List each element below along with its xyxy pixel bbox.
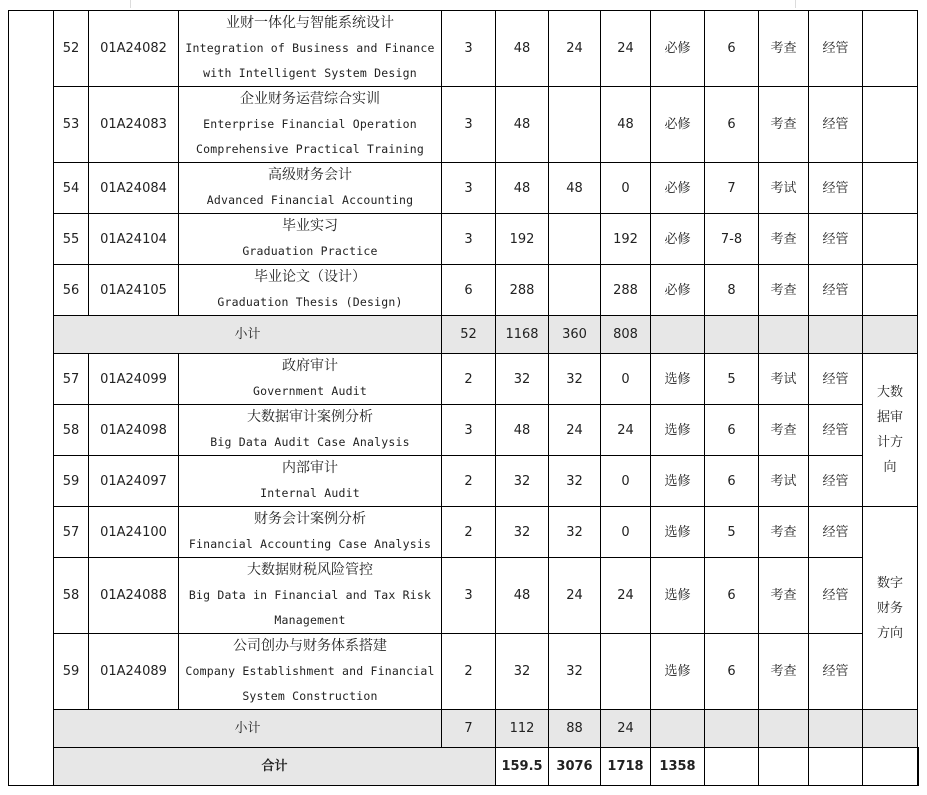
subtotal-row	[9, 316, 919, 354]
course-name-zh: 高级财务会计	[268, 167, 352, 183]
remark-cell	[863, 11, 918, 87]
subtotal-empty-cell	[809, 710, 863, 748]
term-cell: 5	[705, 507, 759, 558]
subtotal-empty-cell	[759, 710, 809, 748]
remark-cell	[863, 265, 918, 316]
direction-label-line: 据审	[876, 410, 903, 425]
credit-cell: 3	[442, 558, 496, 634]
course-row	[9, 265, 919, 316]
subtotal-practice: 808	[601, 316, 651, 354]
subtotal-empty-cell	[651, 710, 705, 748]
credit-cell: 3	[442, 163, 496, 214]
total-hours-cell: 48	[496, 87, 549, 163]
course-number-cell: 59	[54, 634, 89, 710]
credit-cell: 2	[442, 354, 496, 405]
term-cell: 6	[705, 558, 759, 634]
department-cell: 经管	[809, 456, 863, 507]
total-hours-cell: 48	[496, 163, 549, 214]
course-number-cell: 54	[54, 163, 89, 214]
credit-cell: 2	[442, 507, 496, 558]
subtotal-practice: 24	[601, 710, 651, 748]
department-cell: 经管	[809, 634, 863, 710]
subtotal-hours: 1168	[496, 316, 549, 354]
grand-total-theory: 1718	[601, 748, 651, 786]
direction-label-line: 大数	[876, 385, 903, 400]
subtotal-empty-cell	[651, 316, 705, 354]
course-name-zh: 财务会计案例分析	[254, 511, 366, 527]
practice-hours-cell: 48	[601, 87, 651, 163]
department-cell: 经管	[809, 507, 863, 558]
course-name-zh: 毕业实习	[282, 218, 338, 234]
term-cell: 6	[705, 11, 759, 87]
course-name-en: Government Audit	[253, 384, 367, 398]
curriculum-table	[8, 10, 919, 786]
practice-hours-cell: 0	[601, 507, 651, 558]
total-hours-cell: 32	[496, 507, 549, 558]
term-cell: 5	[705, 354, 759, 405]
assessment-cell: 考试	[759, 456, 809, 507]
course-name-en: Integration of Business and Finance	[185, 41, 435, 55]
theory-hours-cell: 32	[549, 507, 601, 558]
course-code-cell: 01A24105	[89, 265, 179, 316]
term-cell: 6	[705, 87, 759, 163]
course-row	[9, 354, 919, 405]
course-name-cell	[179, 456, 442, 507]
course-row	[9, 163, 919, 214]
theory-hours-cell: 24	[549, 405, 601, 456]
theory-hours-cell: 24	[549, 11, 601, 87]
course-type-cell: 选修	[651, 634, 705, 710]
grand-total-empty-cell	[759, 748, 809, 786]
grand-total-empty-cell	[705, 748, 759, 786]
course-code-cell: 01A24089	[89, 634, 179, 710]
course-name-en: Big Data Audit Case Analysis	[210, 435, 410, 449]
practice-hours-cell: 0	[601, 456, 651, 507]
course-name-zh: 公司创办与财务体系搭建	[233, 638, 387, 654]
course-name-zh: 大数据财税风险管控	[247, 562, 373, 578]
course-code-cell: 01A24083	[89, 87, 179, 163]
course-name-en: Internal Audit	[260, 486, 360, 500]
credit-cell: 3	[442, 11, 496, 87]
department-cell: 经管	[809, 265, 863, 316]
course-name-en: System Construction	[242, 689, 378, 703]
practice-hours-cell: 192	[601, 214, 651, 265]
direction-label-line: 方向	[876, 625, 903, 641]
credit-cell: 2	[442, 634, 496, 710]
subtotal-empty-cell	[809, 316, 863, 354]
assessment-cell: 考试	[759, 163, 809, 214]
course-number-cell: 57	[54, 507, 89, 558]
assessment-cell: 考查	[759, 214, 809, 265]
assessment-cell: 考查	[759, 11, 809, 87]
grand-total-empty-cell	[918, 748, 919, 786]
course-name-en: Management	[274, 613, 346, 627]
course-name-cell	[179, 11, 442, 87]
subtotal-credit: 52	[442, 316, 496, 354]
grand-total-empty-cell	[809, 748, 863, 786]
department-cell: 经管	[809, 11, 863, 87]
course-name-cell	[179, 163, 442, 214]
practice-hours-cell: 24	[601, 11, 651, 87]
course-number-cell: 52	[54, 11, 89, 87]
subtotal-credit: 7	[442, 710, 496, 748]
assessment-cell: 考查	[759, 558, 809, 634]
course-code-cell: 01A24098	[89, 405, 179, 456]
course-name-en: Graduation Thesis (Design)	[217, 295, 403, 309]
course-number-cell: 59	[54, 456, 89, 507]
department-cell: 经管	[809, 405, 863, 456]
practice-hours-cell: 288	[601, 265, 651, 316]
total-hours-cell: 48	[496, 558, 549, 634]
course-name-cell	[179, 354, 442, 405]
subtotal-empty-cell	[705, 316, 759, 354]
subtotal-theory: 360	[549, 316, 601, 354]
course-code-cell: 01A24100	[89, 507, 179, 558]
course-row	[9, 634, 919, 710]
direction-label-cell	[863, 354, 918, 507]
course-name-en: Comprehensive Practical Training	[196, 142, 424, 156]
course-type-cell: 选修	[651, 456, 705, 507]
term-cell: 6	[705, 405, 759, 456]
course-name-en: Big Data in Financial and Tax Risk	[188, 588, 432, 602]
term-cell: 7	[705, 163, 759, 214]
assessment-cell: 考查	[759, 87, 809, 163]
practice-hours-cell: 24	[601, 405, 651, 456]
course-type-cell: 选修	[651, 354, 705, 405]
course-row	[9, 214, 919, 265]
theory-hours-cell: 24	[549, 558, 601, 634]
grand-total-row	[9, 748, 919, 786]
course-name-cell	[179, 634, 442, 710]
department-cell: 经管	[809, 558, 863, 634]
theory-hours-cell: 32	[549, 456, 601, 507]
course-number-cell: 53	[54, 87, 89, 163]
course-name-en: with Intelligent System Design	[203, 66, 417, 80]
grand-total-credit: 159.5	[496, 748, 549, 786]
direction-label-cell	[863, 507, 918, 710]
department-cell: 经管	[809, 87, 863, 163]
course-name-en: Enterprise Financial Operation	[203, 117, 417, 131]
remark-cell	[863, 214, 918, 265]
total-hours-cell: 32	[496, 354, 549, 405]
credit-cell: 3	[442, 214, 496, 265]
term-cell: 8	[705, 265, 759, 316]
total-hours-cell: 192	[496, 214, 549, 265]
course-code-cell: 01A24084	[89, 163, 179, 214]
course-name-cell	[179, 405, 442, 456]
direction-label-line: 向	[883, 460, 897, 475]
theory-hours-cell	[549, 265, 601, 316]
practice-hours-cell	[601, 634, 651, 710]
total-hours-cell: 32	[496, 456, 549, 507]
course-row	[9, 87, 919, 163]
practice-hours-cell: 24	[601, 558, 651, 634]
remark-cell	[863, 163, 918, 214]
assessment-cell: 考查	[759, 634, 809, 710]
department-cell: 经管	[809, 354, 863, 405]
course-name-zh: 大数据审计案例分析	[247, 409, 373, 425]
course-type-cell: 必修	[651, 11, 705, 87]
theory-hours-cell: 32	[549, 354, 601, 405]
total-hours-cell: 48	[496, 11, 549, 87]
course-code-cell: 01A24097	[89, 456, 179, 507]
course-row	[9, 507, 919, 558]
theory-hours-cell	[549, 214, 601, 265]
term-cell: 6	[705, 634, 759, 710]
course-type-cell: 必修	[651, 214, 705, 265]
theory-hours-cell: 48	[549, 163, 601, 214]
subtotal-theory: 88	[549, 710, 601, 748]
grand-total-label: 合计	[54, 748, 496, 786]
direction-label-line: 数字	[876, 575, 903, 591]
course-name-cell	[179, 265, 442, 316]
course-type-cell: 选修	[651, 405, 705, 456]
course-row	[9, 11, 919, 87]
course-name-cell	[179, 507, 442, 558]
course-type-cell: 选修	[651, 507, 705, 558]
grand-total-hours: 3076	[549, 748, 601, 786]
course-name-en: Advanced Financial Accounting	[206, 193, 414, 207]
credit-cell: 6	[442, 265, 496, 316]
course-type-cell: 必修	[651, 163, 705, 214]
course-row	[9, 456, 919, 507]
subtotal-row	[9, 710, 919, 748]
course-number-cell: 58	[54, 558, 89, 634]
category-blank-cell	[9, 11, 54, 786]
term-cell: 7-8	[705, 214, 759, 265]
subtotal-label: 小计	[54, 710, 442, 748]
course-name-cell	[179, 214, 442, 265]
course-name-cell	[179, 87, 442, 163]
course-name-en: Company Establishment and Financial	[185, 664, 435, 678]
course-code-cell: 01A24104	[89, 214, 179, 265]
subtotal-empty-cell	[759, 316, 809, 354]
course-name-zh: 政府审计	[282, 358, 338, 374]
remark-cell	[863, 87, 918, 163]
course-number-cell: 55	[54, 214, 89, 265]
course-name-zh: 企业财务运营综合实训	[240, 91, 380, 107]
assessment-cell: 考查	[759, 265, 809, 316]
course-name-en: Graduation Practice	[242, 244, 378, 258]
subtotal-empty-cell	[863, 316, 918, 354]
subtotal-empty-cell	[863, 710, 918, 748]
grand-total-empty-cell	[863, 748, 918, 786]
subtotal-empty-cell	[705, 710, 759, 748]
total-hours-cell: 32	[496, 634, 549, 710]
course-code-cell: 01A24082	[89, 11, 179, 87]
credit-cell: 3	[442, 87, 496, 163]
total-hours-cell: 288	[496, 265, 549, 316]
subtotal-hours: 112	[496, 710, 549, 748]
assessment-cell: 考查	[759, 405, 809, 456]
course-type-cell: 必修	[651, 87, 705, 163]
direction-label-line: 财务	[876, 600, 903, 616]
course-name-cell	[179, 558, 442, 634]
course-row	[9, 405, 919, 456]
course-name-en: Financial Accounting Case Analysis	[188, 537, 432, 551]
course-number-cell: 57	[54, 354, 89, 405]
credit-cell: 2	[442, 456, 496, 507]
course-row	[9, 558, 919, 634]
theory-hours-cell: 32	[549, 634, 601, 710]
course-name-zh: 毕业论文（设计）	[254, 269, 366, 285]
course-number-cell: 56	[54, 265, 89, 316]
practice-hours-cell: 0	[601, 354, 651, 405]
assessment-cell: 考试	[759, 354, 809, 405]
total-hours-cell: 48	[496, 405, 549, 456]
course-code-cell: 01A24099	[89, 354, 179, 405]
course-type-cell: 必修	[651, 265, 705, 316]
course-number-cell: 58	[54, 405, 89, 456]
subtotal-label: 小计	[54, 316, 442, 354]
course-name-zh: 业财一体化与智能系统设计	[226, 15, 394, 31]
credit-cell: 3	[442, 405, 496, 456]
course-code-cell: 01A24088	[89, 558, 179, 634]
assessment-cell: 考查	[759, 507, 809, 558]
direction-label-line: 计方	[876, 435, 903, 450]
department-cell: 经管	[809, 163, 863, 214]
theory-hours-cell	[549, 87, 601, 163]
course-name-zh: 内部审计	[282, 460, 338, 476]
grand-total-practice: 1358	[651, 748, 705, 786]
term-cell: 6	[705, 456, 759, 507]
department-cell: 经管	[809, 214, 863, 265]
practice-hours-cell: 0	[601, 163, 651, 214]
course-type-cell: 选修	[651, 558, 705, 634]
